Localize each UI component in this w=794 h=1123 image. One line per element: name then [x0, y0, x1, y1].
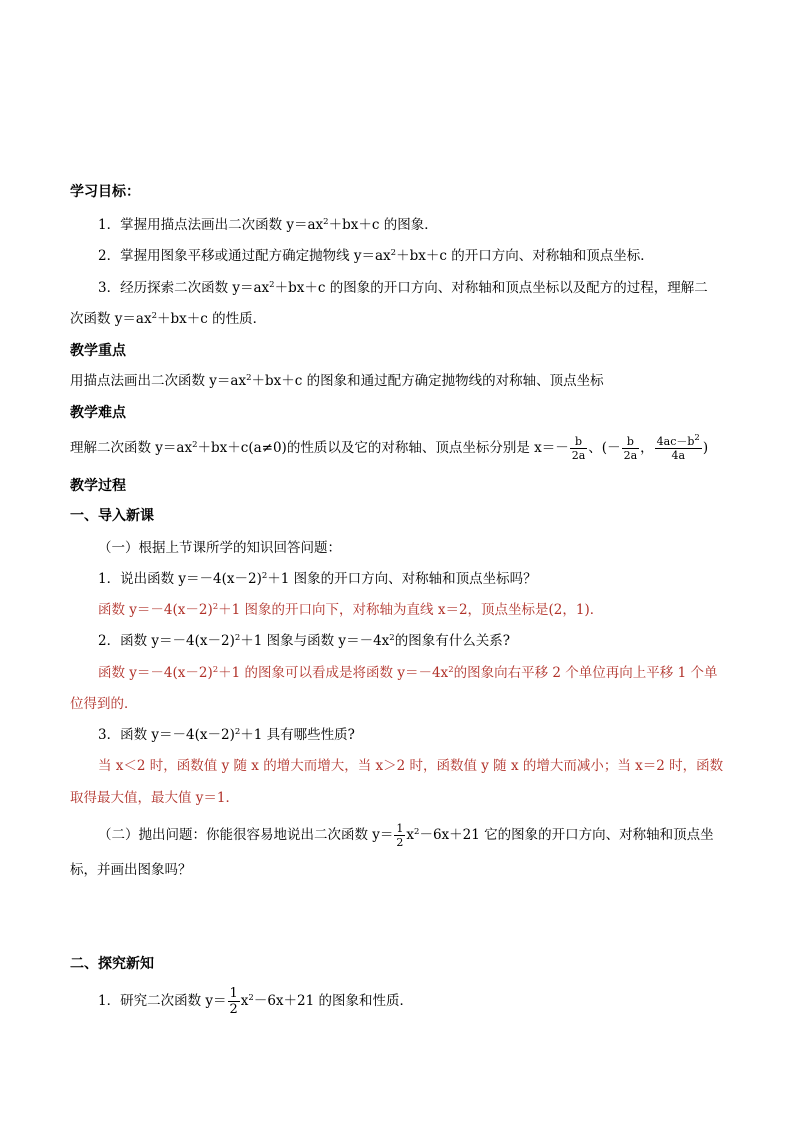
part-2-prompt-cont: 标，并画出图象吗？	[70, 862, 192, 878]
key-points-text: 用描点法画出二次函数 $y=ax^2+bx+c$ 的图象和通过配方确定抛物线的对称轴、顶点坐标	[70, 373, 604, 389]
difficulties-text: 理解二次函数 $y=ax^2+bx+c(a\ne 0)$的性质以及它的对称轴、顶点坐标分别是 x＝－ $\frac{b}{2a}$ 、(－ $\frac{b}{2a}$ ， $\frac{4ac-b^2}{4a}$ )	[70, 433, 709, 462]
section-1-heading: 一、导入新课	[70, 508, 154, 524]
key-points-heading: 教学重点	[70, 343, 126, 359]
question-3: 3．函数 $y=-4(x-2)^2+1$ 具有哪些性质?	[98, 727, 355, 743]
section-2-heading: 二、探究新知	[70, 956, 154, 972]
fraction-b-2a-2: $\frac{b}{2a}$	[623, 435, 638, 462]
part-1-prompt: （一）根据上节课所学的知识回答问题：	[98, 540, 341, 556]
answer-3: 当 x＜2 时，函数值 y 随 x 的增大而增大，当 x＞2 时，函数值 y 随 x 的增大而减小；当 x＝2 时，函数	[98, 758, 724, 774]
objective-item-2: 2．掌握用图象平移或通过配方确定抛物线 $y=ax^2+bx+c$ 的开口方向、对称轴和顶点坐标．	[98, 248, 654, 264]
answer-3-cont: 取得最大值，最大值 y＝1．	[70, 790, 240, 806]
fraction-vertex-y: $\frac{4ac-b^2}{4a}$	[656, 433, 700, 462]
objectives-heading: 学习目标：	[70, 184, 140, 200]
fraction-one-half-2: $\frac{1}{2}$	[229, 986, 238, 1017]
part-2-prompt: （二）抛出问题：你能很容易地说出二次函数 y＝ $\frac{1}{2}$ $x^2-6x+21$ 它的图象的开口方向、对称轴和顶点坐	[98, 822, 714, 849]
answer-1: 函数 $y=-4(x-2)^2+1$ 图象的开口向下，对称轴为直线 x＝2，顶点坐标是(2，1)．	[98, 602, 604, 618]
study-item-1: 1．研究二次函数 y＝ $\frac{1}{2}$ $x^2-6x+21$ 的图象和性质．	[98, 986, 414, 1017]
question-2: 2．函数 $y=-4(x-2)^2+1$ 图象与函数 $y=-4x^2$的图象有什么关系?	[98, 633, 510, 649]
objective-item-3-cont: 次函数 $y=ax^2+bx+c$ 的性质．	[70, 311, 267, 327]
answer-2-cont: 位得到的．	[70, 696, 138, 712]
fraction-one-half: $\frac{1}{2}$	[396, 822, 404, 849]
process-heading: 教学过程	[70, 478, 126, 494]
answer-2: 函数 $y=-4(x-2)^2+1$ 的图象可以看成是将函数 $y=-4x^2$的图象向右平移 2 个单位再向上平移 1 个单	[98, 665, 718, 681]
question-1: 1．说出函数 $y=-4(x-2)^2+1$ 图象的开口方向、对称轴和顶点坐标吗？	[98, 571, 537, 587]
objective-item-3: 3．经历探索二次函数 $y=ax^2+bx+c$ 的图象的开口方向、对称轴和顶点坐标以及配方的过程，理解二	[98, 280, 708, 296]
difficulties-heading: 教学难点	[70, 405, 126, 421]
fraction-b-2a: $\frac{b}{2a}$	[571, 435, 586, 462]
objective-item-1: 1．掌握用描点法画出二次函数 $y=ax^2+bx+c$ 的图象．	[98, 217, 438, 233]
